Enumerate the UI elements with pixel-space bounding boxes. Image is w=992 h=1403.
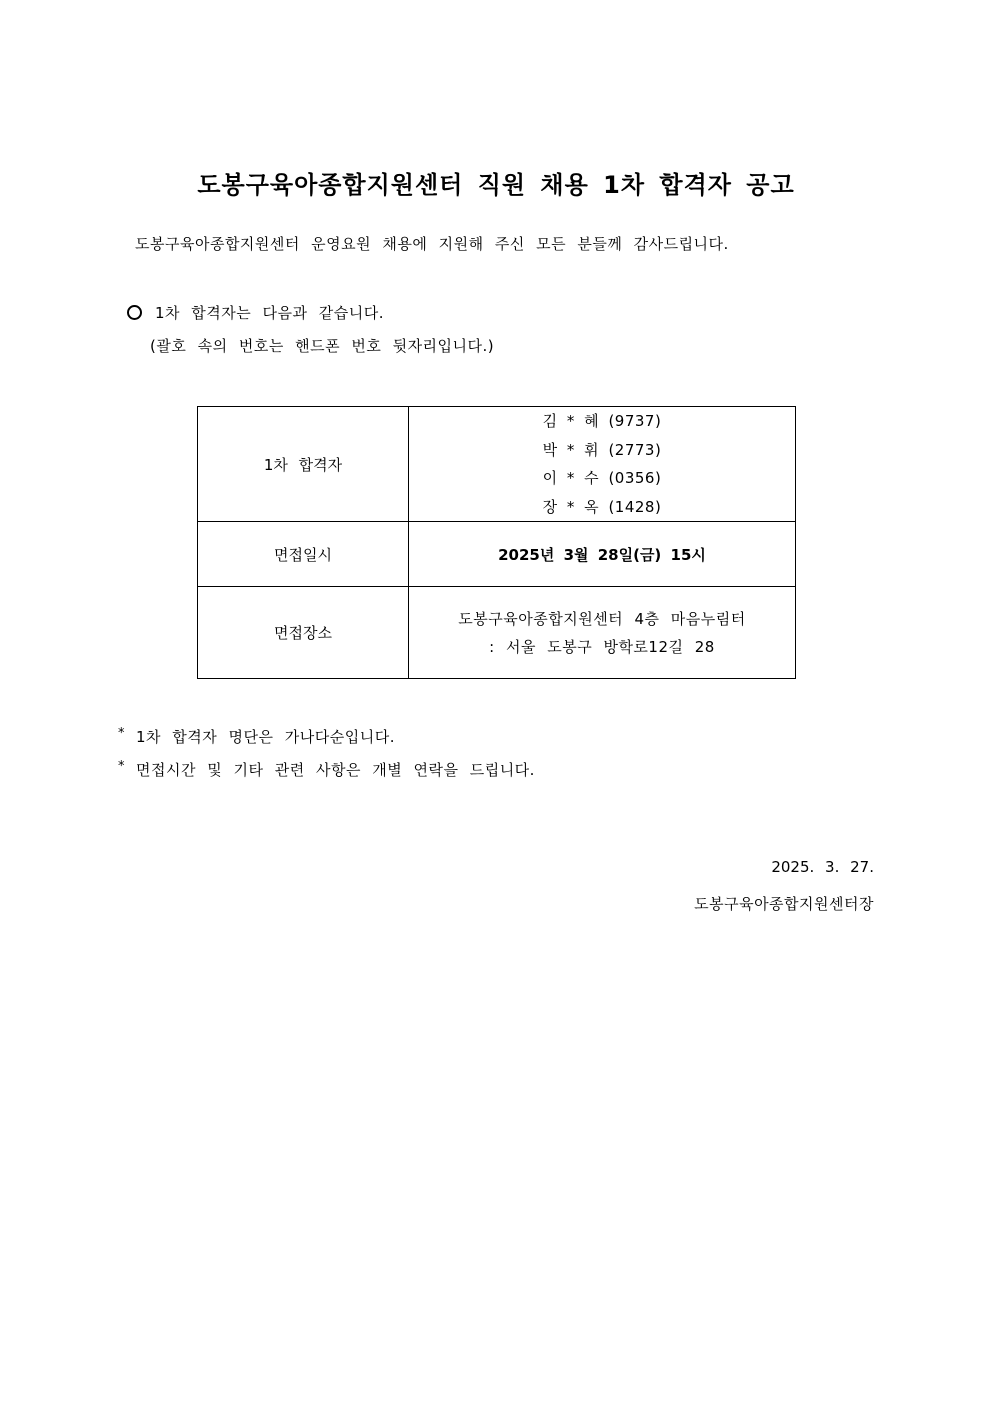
notes-list (118, 726, 535, 792)
interview-place-label: 면접장소 (198, 587, 409, 679)
interview-date-cell (409, 522, 796, 587)
section-heading (127, 302, 384, 323)
passers-label: 1차 합격자 (198, 407, 409, 522)
signature-name: 도봉구육아종합지원센터장 (694, 895, 874, 913)
circle-bullet-icon (127, 305, 142, 320)
document-title: 도봉구육아종합지원센터 직원 채용 1차 합격자 공고 (197, 171, 795, 199)
passer-item: 이 * 수 (0356) (542, 469, 662, 487)
table-row-interview-date (198, 522, 796, 587)
interview-place-cell (409, 587, 796, 679)
passer-item: 장 * 옥 (1428) (542, 497, 662, 516)
table-row-interview-place (198, 587, 796, 679)
interview-date-value: 2025년 3월 28일(금) 15시 (498, 545, 706, 564)
section-heading-text: 1차 합격자는 다음과 같습니다. (155, 304, 384, 322)
interview-place-address: : 서울 도봉구 방학로12길 28 (489, 637, 715, 656)
signature-date: 2025. 3. 27. (771, 858, 874, 876)
note-text: 1차 합격자 명단은 가나다순입니다. (136, 728, 395, 746)
interview-date-label: 면접일시 (198, 522, 409, 587)
note-text: 면접시간 및 기타 관련 사항은 개별 연락을 드립니다. (136, 761, 535, 779)
passer-list (409, 407, 795, 521)
asterisk-icon: * (118, 759, 125, 774)
section-subnote: (괄호 속의 번호는 핸드폰 번호 뒷자리입니다.) (150, 337, 495, 355)
passer-item: 김 * 혜 (9737) (542, 412, 662, 430)
table-row-passers (198, 407, 796, 522)
intro-text: 도봉구육아종합지원센터 운영요원 채용에 지원해 주신 모든 분들께 감사드립니다. (135, 235, 729, 253)
interview-place-name: 도봉구육아종합지원센터 4층 마음누림터 (458, 609, 746, 628)
note-item (118, 726, 535, 759)
asterisk-icon: * (118, 726, 125, 741)
passer-item: 박 * 휘 (2773) (542, 440, 662, 459)
passers-cell (409, 407, 796, 522)
result-table (197, 406, 796, 679)
note-item (118, 759, 535, 792)
